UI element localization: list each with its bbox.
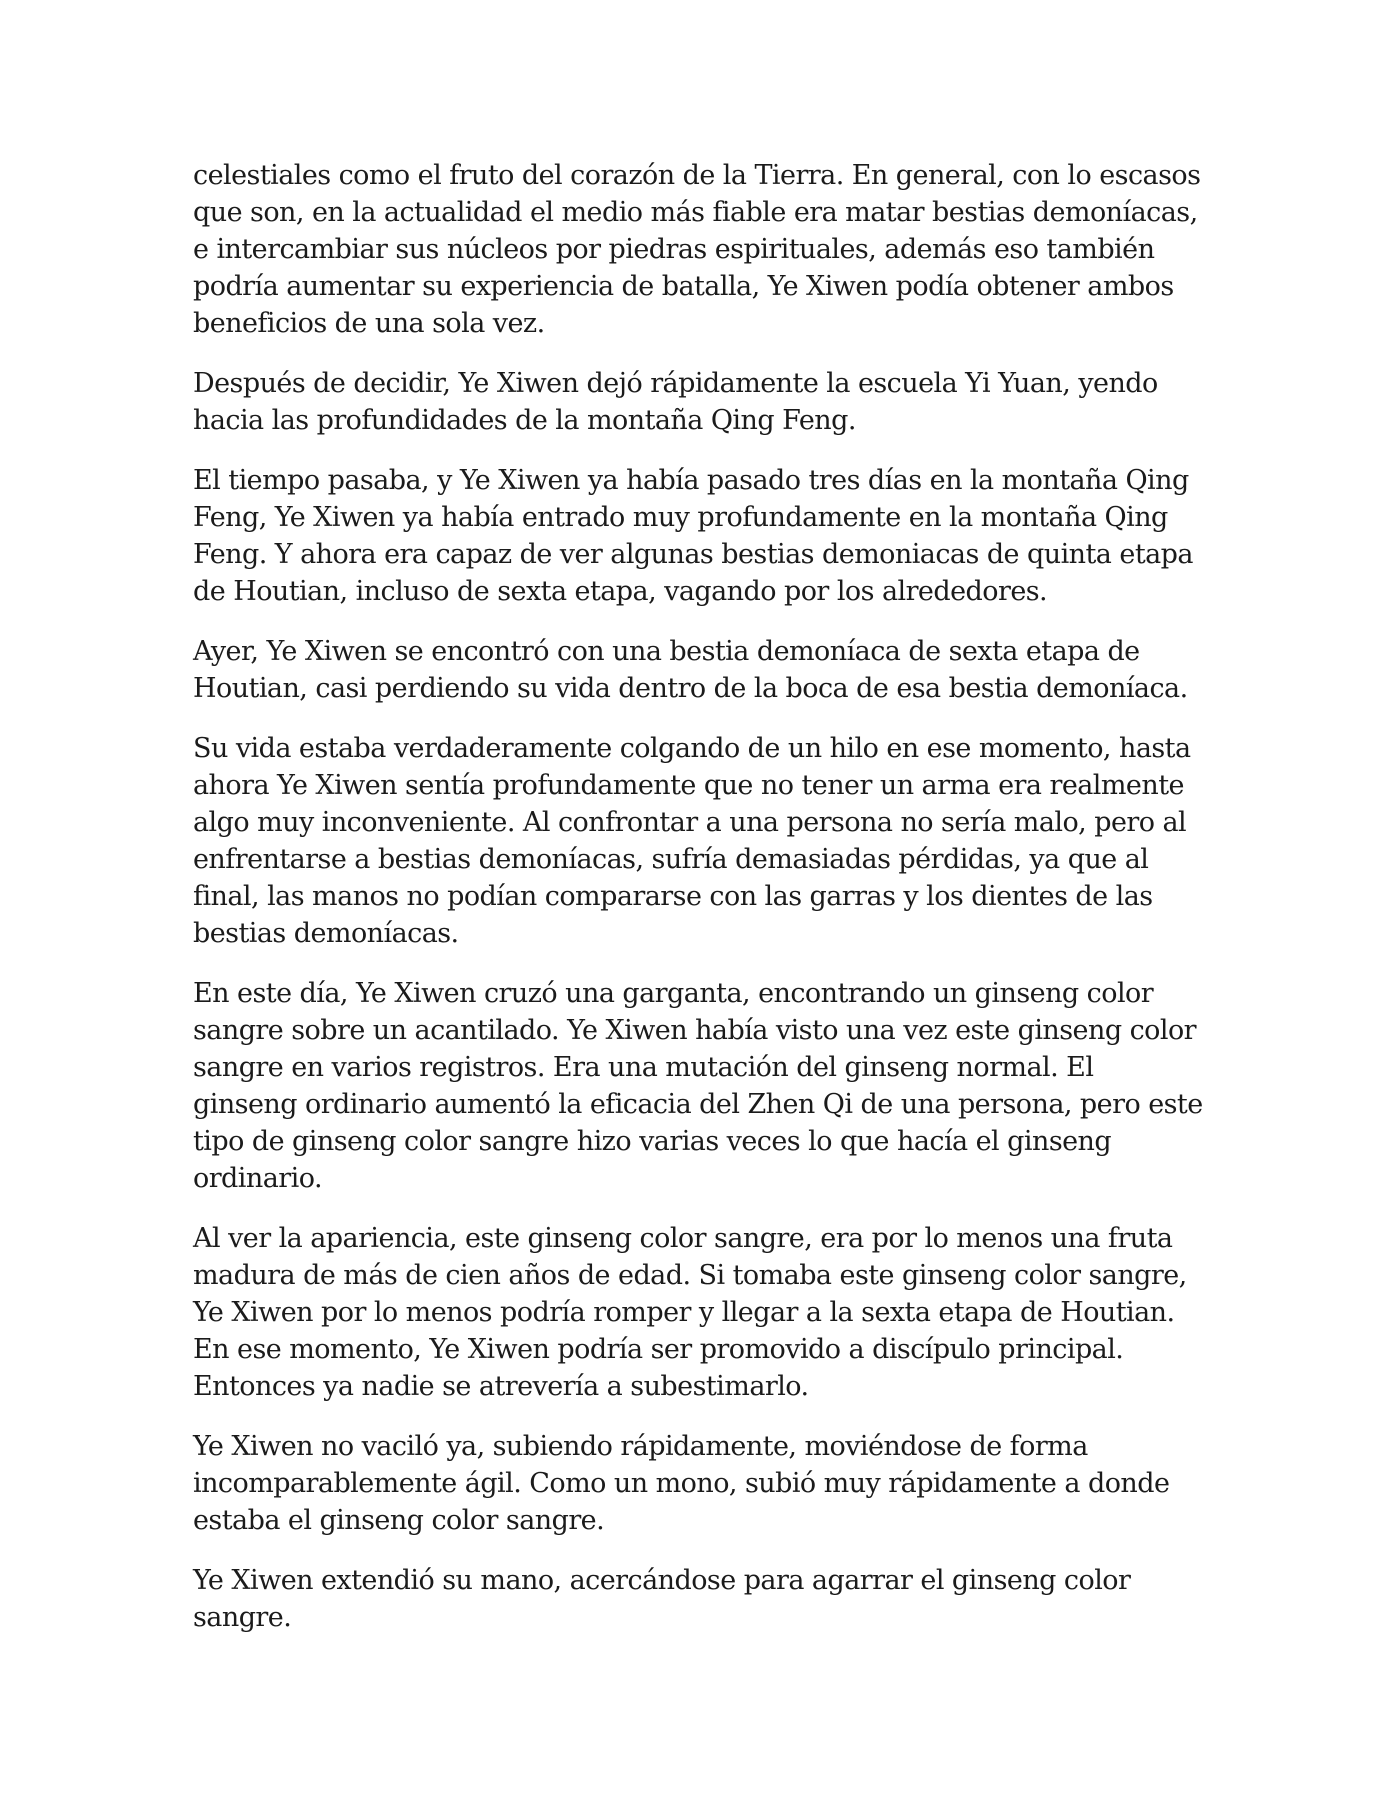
paragraph-7: Al ver la apariencia, este ginseng color sangre, era por lo menos una fruta madura de más de cien años de edad. Si tomaba este ginseng color sangre, Ye Xiwen por lo menos podría romper y llegar a la sexta etapa de Houtian. En ese momento, Ye Xiwen podría ser promovido a discípulo principal. Entonces ya nadie se atrevería a subestimarlo. — [193, 1223, 1187, 1402]
paragraph-5: Su vida estaba verdaderamente colgando de un hilo en ese momento, hasta ahora Ye Xiwen sentía profundamente que no tener un arma era realmente algo muy inconveniente. Al confrontar a una persona no sería malo, pero al enfrentarse a bestias demoníacas, sufría demasiadas pérdidas, ya que al final, las manos no podían compararse con las garras y los dientes de las bestias demoníacas. — [193, 733, 1191, 949]
paragraph-9: Ye Xiwen extendió su mano, acercándose para agarrar el ginseng color sangre. — [193, 1565, 1131, 1633]
document-body — [193, 157, 1203, 1659]
paragraph-6: En este día, Ye Xiwen cruzó una garganta, encontrando un ginseng color sangre sobre un acantilado. Ye Xiwen había visto una vez este ginseng color sangre en varios registros. Era una mutación del ginseng normal. El ginseng ordinario aumentó la eficacia del Zhen Qi de una persona, pero este tipo de ginseng color sangre hizo varias veces lo que hacía el ginseng ordinario. — [193, 978, 1203, 1194]
paragraph-3: El tiempo pasaba, y Ye Xiwen ya había pasado tres días en la montaña Qing Feng, Ye Xiwen ya había entrado muy profundamente en la montaña Qing Feng. Y ahora era capaz de ver algunas bestias demoniacas de quinta etapa de Houtian, incluso de sexta etapa, vagando por los alrededores. — [193, 465, 1193, 607]
paragraph-8: Ye Xiwen no vaciló ya, subiendo rápidamente, moviéndose de forma incomparablemente ágil. Como un mono, subió muy rápidamente a donde estaba el ginseng color sangre. — [193, 1431, 1170, 1536]
paragraph-1: celestiales como el fruto del corazón de la Tierra. En general, con lo escasos que son, en la actualidad el medio más fiable era matar bestias demoníacas, e intercambiar sus núcleos por piedras espirituales, además eso también podría aumentar su experiencia de batalla, Ye Xiwen podía obtener ambos beneficios de una sola vez. — [193, 160, 1201, 339]
paragraph-4: Ayer, Ye Xiwen se encontró con una bestia demoníaca de sexta etapa de Houtian, casi perdiendo su vida dentro de la boca de esa bestia demoníaca. — [193, 636, 1188, 704]
paragraph-2: Después de decidir, Ye Xiwen dejó rápidamente la escuela Yi Yuan, yendo hacia las profundidades de la montaña Qing Feng. — [193, 368, 1158, 436]
